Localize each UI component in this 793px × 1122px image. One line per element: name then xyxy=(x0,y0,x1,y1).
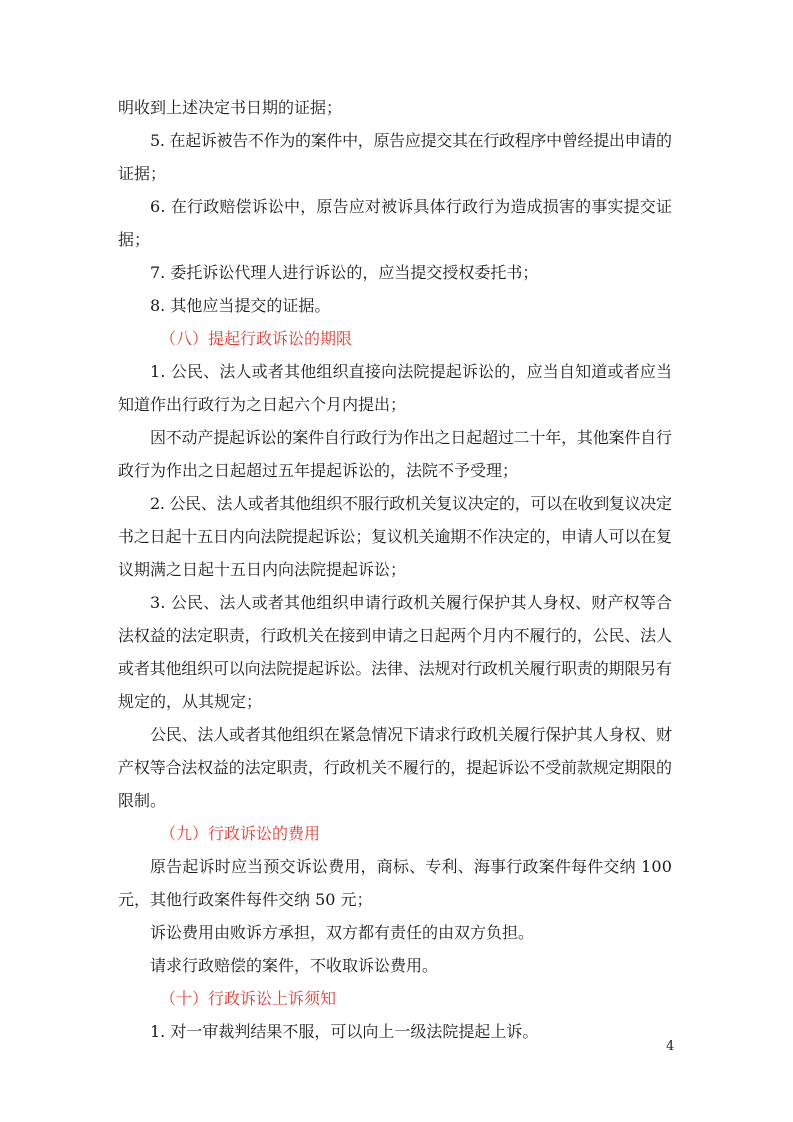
text-line: 证据； xyxy=(118,164,167,183)
text-line: 知道作出行政行为之日起六个月内提出； xyxy=(118,395,407,414)
text-line: 产权等合法权益的法定职责，行政机关不履行的，提起诉讼不受前款规定期限的 xyxy=(118,758,672,777)
text-line: 法权益的法定职责，行政机关在接到申请之日起两个月内不履行的，公民、法人 xyxy=(118,626,672,645)
list-item-5: 5. 在起诉被告不作为的案件中，原告应提交其在行政程序中曾经提出申请的 xyxy=(150,131,672,150)
section-heading-9: （九）行政诉讼的费用 xyxy=(160,824,321,843)
paragraph-line: 公民、法人或者其他组织在紧急情况下请求行政机关履行保护其人身权、财 xyxy=(150,725,672,744)
list-item-6: 6. 在行政赔偿诉讼中，原告应对被诉具体行政行为造成损害的事实提交证 xyxy=(150,197,673,216)
text-line: 明收到上述决定书日期的证据； xyxy=(118,98,343,117)
paragraph-line: 请求行政赔偿的案件，不收取诉讼费用。 xyxy=(150,956,439,975)
list-item-3: 3. 公民、法人或者其他组织申请行政机关履行保护其人身权、财产权等合 xyxy=(150,593,673,612)
text-line: 政行为作出之日起超过五年提起诉讼的，法院不予受理； xyxy=(118,461,519,480)
text-line: 限制。 xyxy=(118,791,167,810)
text-line: 元，其他行政案件每件交纳 50 元； xyxy=(118,890,373,909)
section-heading-8: （八）提起行政诉讼的期限 xyxy=(160,329,353,348)
page-number: 4 xyxy=(666,1039,675,1054)
list-item-1: 1. 对一审裁判结果不服，可以向上一级法院提起上诉。 xyxy=(150,1022,539,1041)
list-item-2: 2. 公民、法人或者其他组织不服行政机关复议决定的，可以在收到复议决定 xyxy=(150,494,672,513)
text-line: 据； xyxy=(118,230,151,249)
paragraph-line: 原告起诉时应当预交诉讼费用，商标、专利、海事行政案件每件交纳 100 xyxy=(150,857,673,876)
text-line: 或者其他组织可以向法院提起诉讼。法律、法规对行政机关履行职责的期限另有 xyxy=(118,659,672,678)
paragraph-line: 因不动产提起诉讼的案件自行政行为作出之日起超过二十年，其他案件自行 xyxy=(150,428,672,447)
text-line: 议期满之日起十五日内向法院提起诉讼； xyxy=(118,560,407,579)
paragraph-line: 诉讼费用由败诉方承担，双方都有责任的由双方负担。 xyxy=(150,923,535,942)
text-line: 规定的，从其规定； xyxy=(118,692,263,711)
section-heading-10: （十）行政诉讼上诉须知 xyxy=(160,989,337,1008)
list-item-7: 7. 委托诉讼代理人进行诉讼的，应当提交授权委托书； xyxy=(150,263,539,282)
list-item-8: 8. 其他应当提交的证据。 xyxy=(150,296,331,315)
text-line: 书之日起十五日内向法院提起诉讼；复议机关逾期不作决定的，申请人可以在复 xyxy=(118,527,672,546)
list-item-1: 1. 公民、法人或者其他组织直接向法院提起诉讼的，应当自知道或者应当 xyxy=(150,362,673,381)
